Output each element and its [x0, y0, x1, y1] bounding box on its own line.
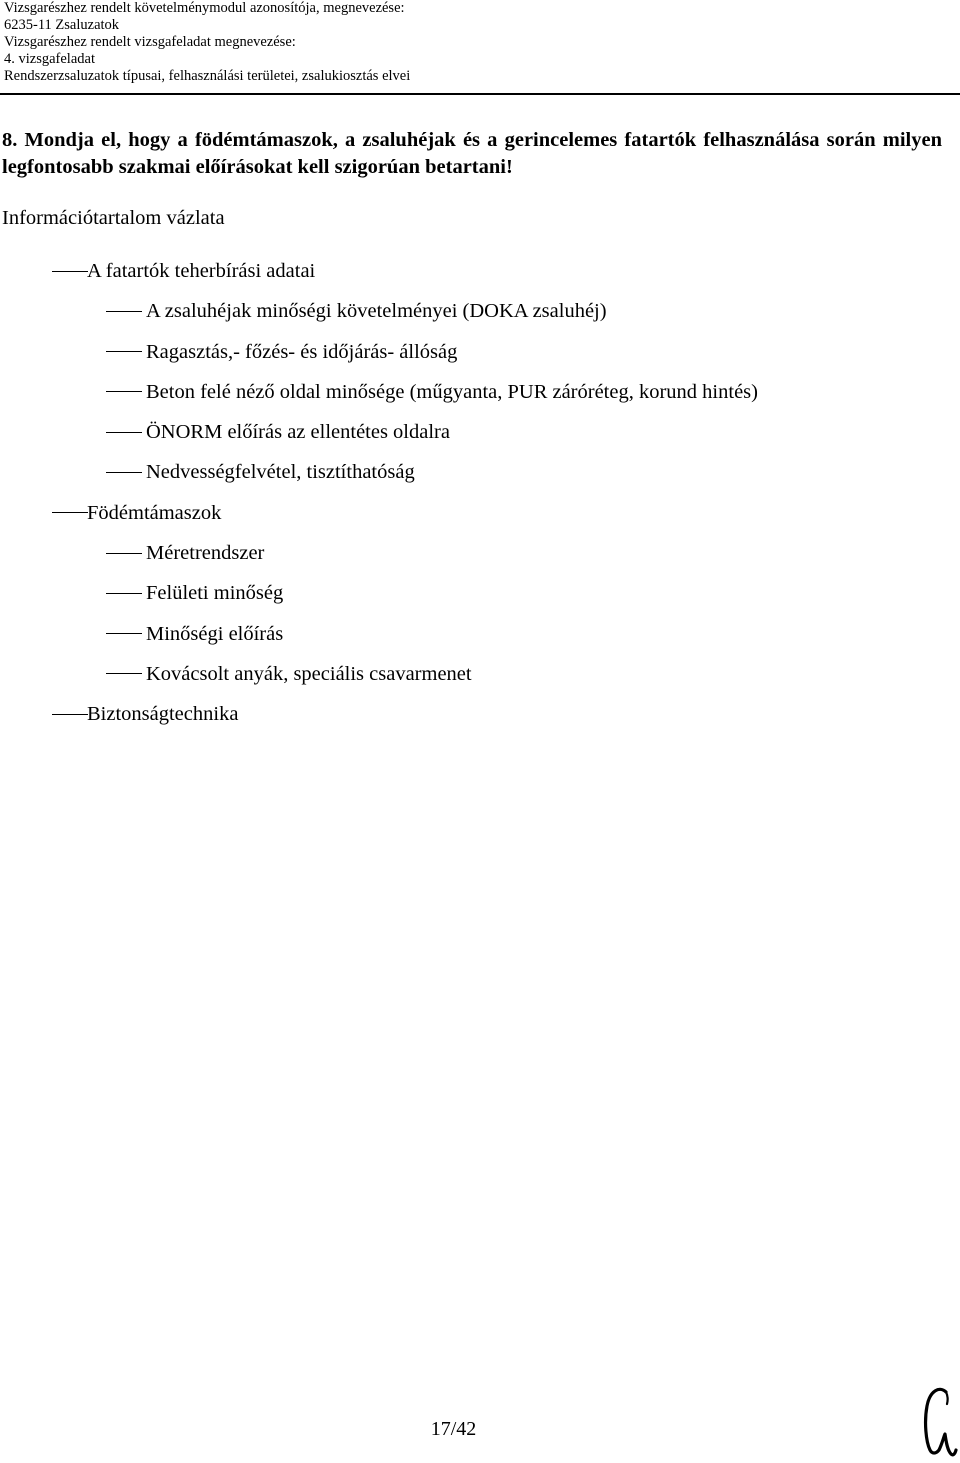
- outline-subitem: [0, 339, 960, 379]
- dash-bullet-icon: [106, 553, 142, 554]
- outline-subitem: [0, 419, 960, 459]
- outline-title: Információtartalom vázlata: [2, 207, 225, 229]
- outline-item-text: Födémtámaszok: [87, 501, 222, 524]
- outline-item: [0, 701, 960, 741]
- document-header: [4, 0, 954, 85]
- outline-item-text: Ragasztás,- főzés- és időjárás- állóság: [146, 340, 458, 363]
- question-text: 8. Mondja el, hogy a födémtámaszok, a zsaluhéjak és a gerincelemes fatartók felhasználása során milyen legfontosabb szakmai előírásokat kell szigorúan betartani!: [2, 129, 942, 178]
- dash-bullet-icon: [106, 391, 142, 392]
- dash-bullet-icon: [106, 311, 142, 312]
- header-task-label: Vizsgarészhez rendelt vizsgafeladat megnevezése:: [4, 34, 296, 50]
- outline-subitem: [0, 661, 960, 701]
- dash-bullet-icon: [106, 593, 142, 594]
- outline-subitem: [0, 540, 960, 580]
- dash-bullet-icon: [106, 633, 142, 634]
- header-task-name: 4. vizsgafeladat: [4, 51, 95, 67]
- dash-bullet-icon: [106, 472, 142, 473]
- header-topic: Rendszerzsaluzatok típusai, felhasználási területei, zsalukiosztás elvei: [4, 68, 411, 84]
- outline-item-text: Méretrendszer: [146, 542, 265, 565]
- outline-item-text: Beton felé néző oldal minősége (műgyanta, PUR záróréteg, korund hintés): [146, 380, 758, 403]
- header-module-label: Vizsgarészhez rendelt követelménymodul azonosítója, megnevezése:: [4, 0, 405, 16]
- outline-subitem: [0, 379, 960, 419]
- outline-subitem: [0, 298, 960, 338]
- outline-list: [0, 258, 960, 742]
- outline-item-text: Nedvességfelvétel, tisztíthatóság: [146, 461, 415, 484]
- outline-item-text: Biztonságtechnika: [87, 703, 239, 726]
- dash-bullet-icon: [106, 351, 142, 352]
- header-module-name: 6235-11 Zsaluzatok: [4, 17, 120, 33]
- dash-bullet-icon: [52, 271, 88, 272]
- outline-item-text: A fatartók teherbírási adatai: [87, 260, 316, 282]
- outline-subitem: [0, 580, 960, 620]
- outline-subitem: [0, 621, 960, 661]
- dash-bullet-icon: [106, 673, 142, 674]
- outline-item-text: Minőségi előírás: [146, 622, 284, 645]
- outline-item: [0, 500, 960, 540]
- outline-item-text: Kovácsolt anyák, speciális csavarmenet: [146, 662, 472, 685]
- outline-item-text: Felületi minőség: [146, 582, 284, 605]
- outline-subitem: [0, 459, 960, 499]
- outline-item: [0, 258, 960, 298]
- header-divider: [0, 93, 960, 95]
- outline-item-text: A zsaluhéjak minőségi követelményei (DOKA zsaluhéj): [146, 300, 607, 323]
- dash-bullet-icon: [52, 512, 88, 513]
- page-number: 17/42: [430, 1418, 477, 1440]
- dash-bullet-icon: [106, 432, 142, 433]
- outline-item-text: ÖNORM előírás az ellentétes oldalra: [146, 421, 450, 444]
- signature-mark: [918, 1384, 958, 1460]
- dash-bullet-icon: [52, 714, 88, 715]
